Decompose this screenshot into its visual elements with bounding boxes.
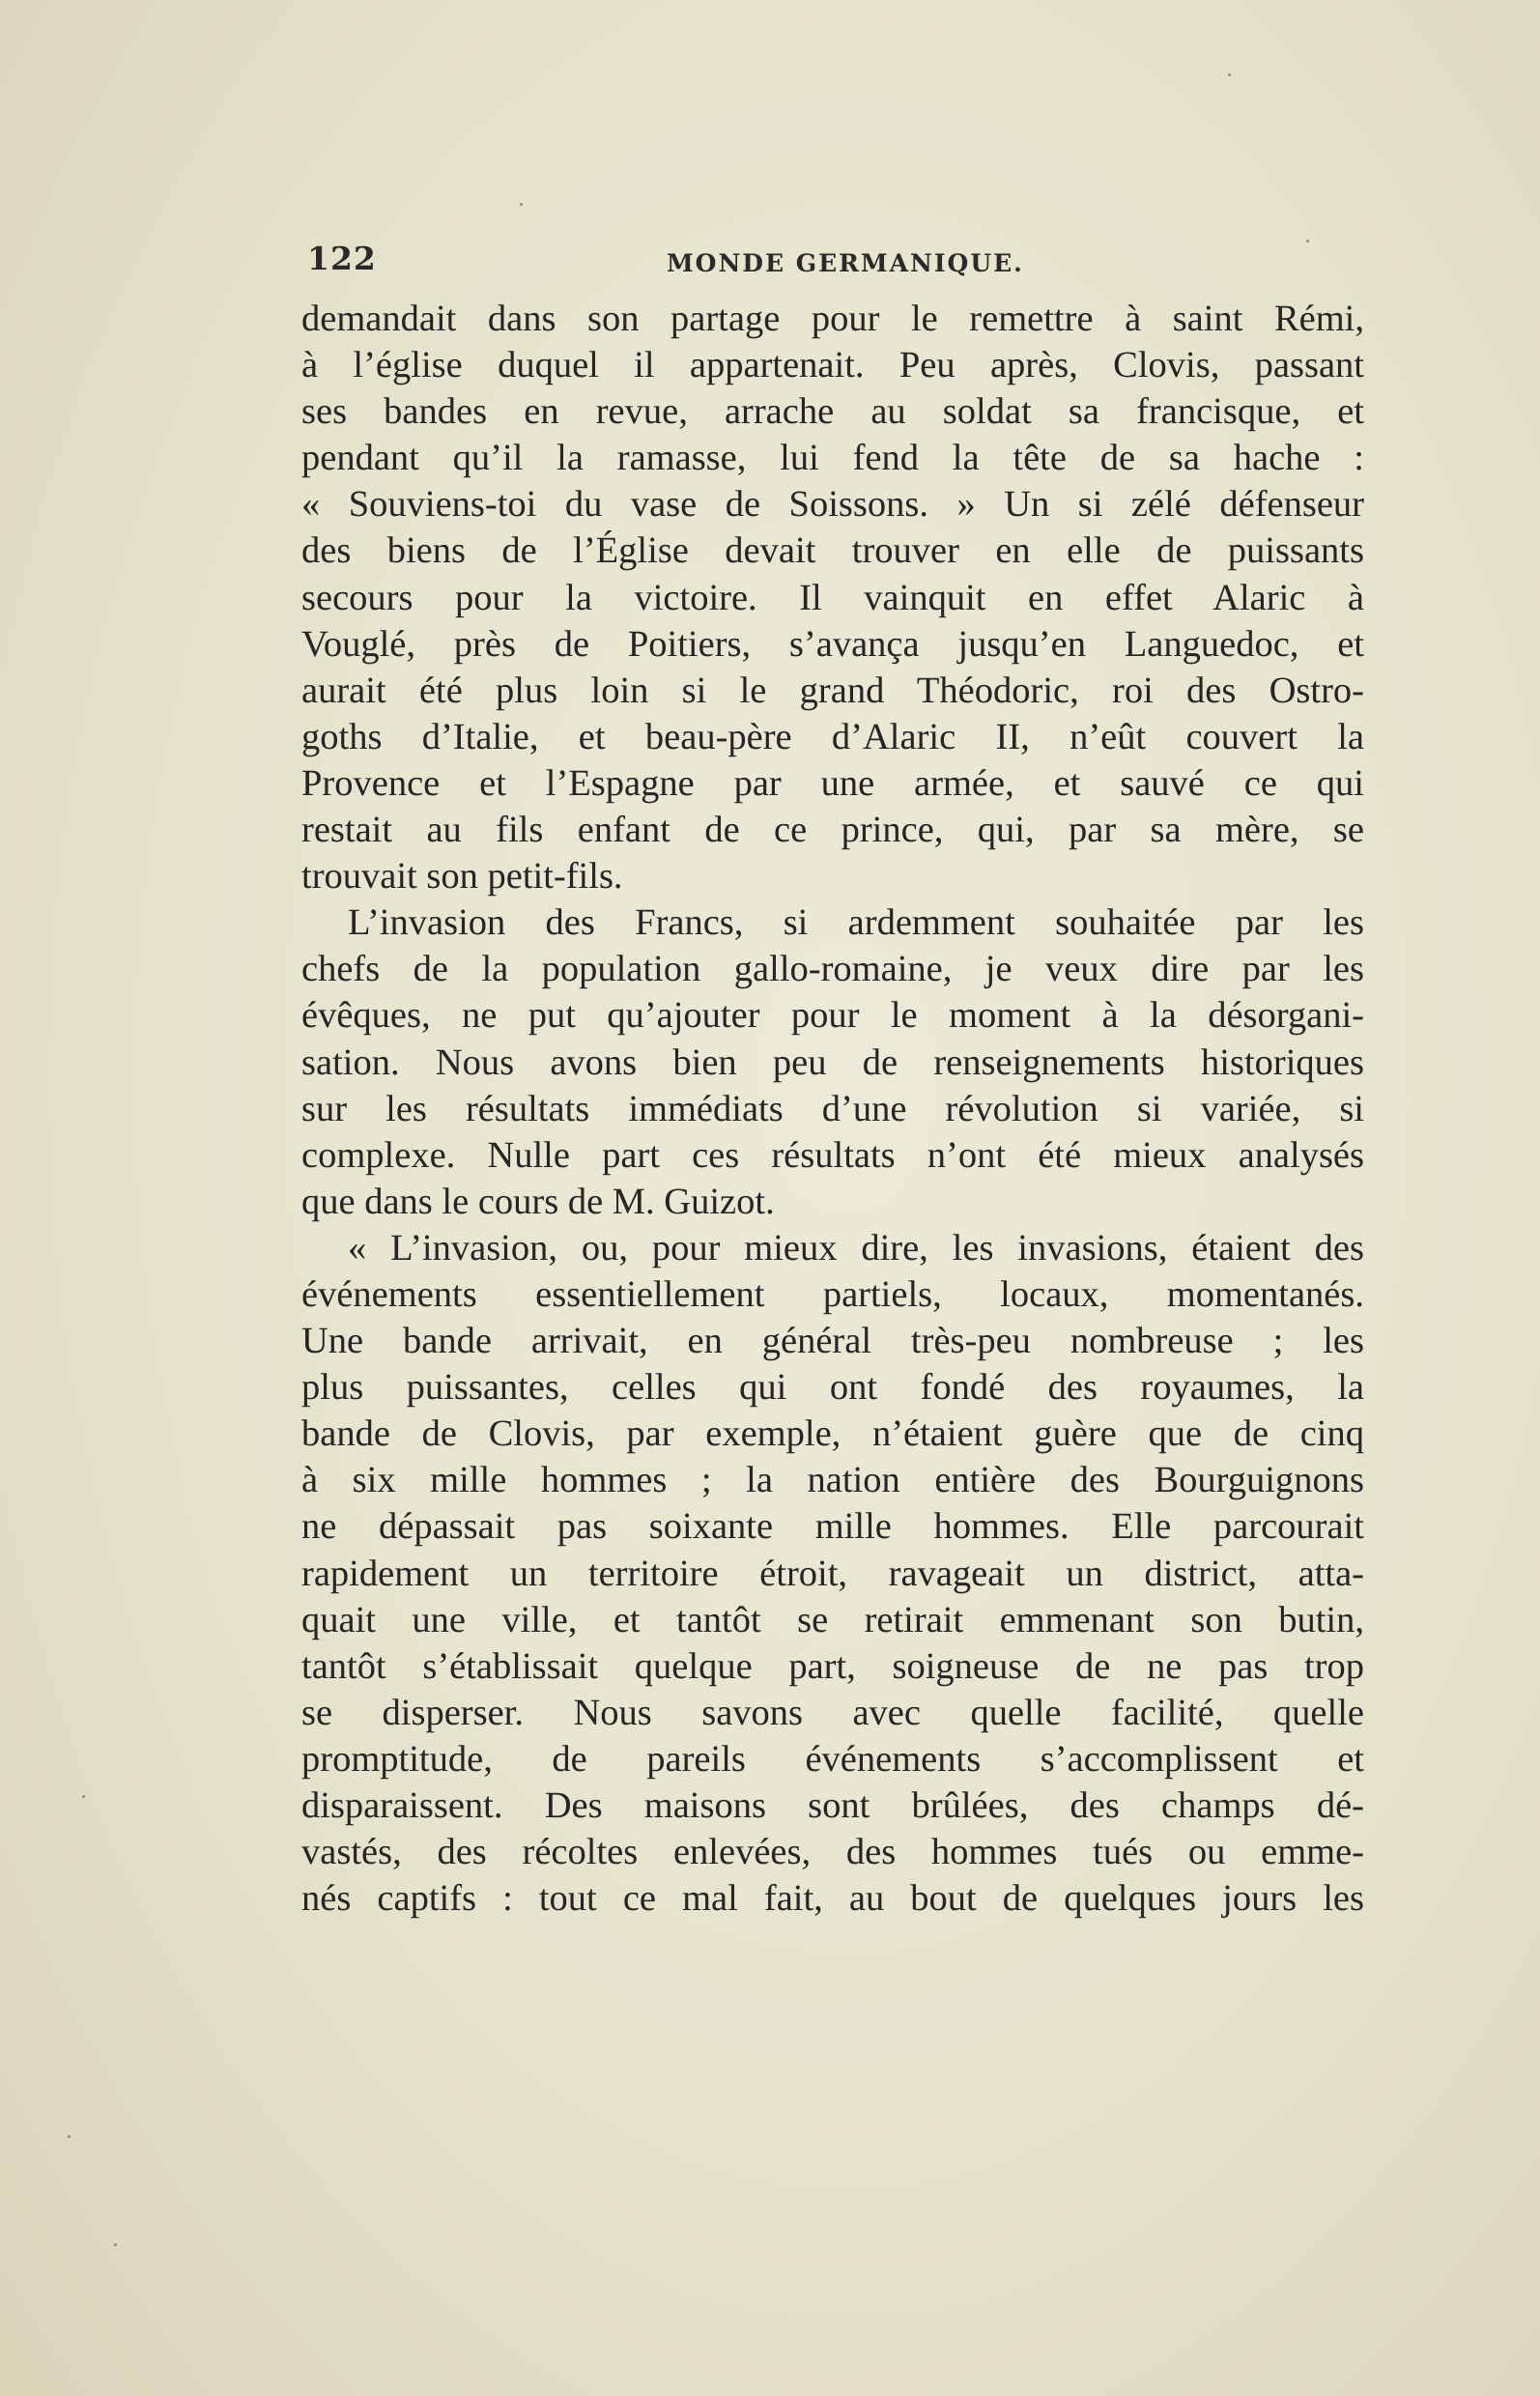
body-text [301, 296, 1364, 1922]
text-line: plus puissantes, celles qui ont fondé des royaumes, la [301, 1367, 1364, 1409]
text-line: restait au fils enfant de ce prince, qui, par sa mère, se [301, 810, 1364, 851]
text-line: secours pour la victoire. Il vainquit en effet Alaric à [301, 577, 1364, 618]
text-line: Provence et l’Espagne par une armée, et sauvé ce qui [301, 762, 1364, 804]
text-line: ne dépassait pas soixante mille hommes. Elle parcourait [301, 1506, 1364, 1548]
text-line: se disperser. Nous savons avec quelle facilité, quelle [301, 1692, 1364, 1733]
paper-speck [114, 2243, 117, 2246]
text-line: évêques, ne put qu’ajouter pour le moment à la désorgani- [301, 995, 1364, 1037]
paper-speck [82, 1795, 85, 1798]
text-line: trouvait son petit-fils. [301, 856, 623, 898]
text-line: « Souviens-toi du vase de Soissons. » Un si zélé défenseur [301, 484, 1364, 526]
text-line: promptitude, de pareils événements s’accomplissent et [301, 1738, 1364, 1780]
text-line: sur les résultats immédiats d’une révolution si variée, si [301, 1088, 1364, 1129]
text-line: à six mille hommes ; la nation entière des Bourguignons [301, 1460, 1364, 1501]
text-line: que dans le cours de M. Guizot. [301, 1181, 775, 1222]
text-line: Une bande arrivait, en général très-peu nombreuse ; les [301, 1321, 1364, 1362]
paper-speck [1306, 240, 1309, 242]
page-number: 122 [307, 240, 377, 277]
text-line: ses bandes en revue, arrache au soldat sa francisque, et [301, 391, 1364, 433]
text-line: vastés, des récoltes enlevées, des hommes tués ou emme- [301, 1832, 1364, 1873]
text-line: quait une ville, et tantôt se retirait emmenant son butin, [301, 1599, 1364, 1640]
text-line: disparaissent. Des maisons sont brûlées, des champs dé- [301, 1785, 1364, 1826]
text-line: « L’invasion, ou, pour mieux dire, les invasions, étaient des [348, 1227, 1364, 1269]
page-header [307, 240, 1365, 282]
running-head: MONDE GERMANIQUE. [667, 249, 1024, 277]
text-line: complexe. Nulle part ces résultats n’ont été mieux analysés [301, 1134, 1364, 1176]
paragraph-3 [301, 1225, 1364, 1922]
paragraph-1 [301, 296, 1364, 899]
text-line: bande de Clovis, par exemple, n’étaient guère que de cinq [301, 1413, 1364, 1455]
text-line: des biens de l’Église devait trouver en elle de puissants [301, 530, 1364, 572]
paper-speck [68, 2135, 71, 2138]
text-line: événements essentiellement partiels, locaux, momentanés. [301, 1273, 1364, 1315]
paper-speck [520, 203, 523, 206]
text-line: sation. Nous avons bien peu de renseignements historiques [301, 1041, 1364, 1083]
text-line: aurait été plus loin si le grand Théodoric, roi des Ostro- [301, 670, 1364, 711]
paper-speck [1228, 73, 1231, 76]
text-line: rapidement un territoire étroit, ravageait un district, atta- [301, 1553, 1364, 1594]
paragraph-2 [301, 899, 1364, 1225]
text-line: chefs de la population gallo-romaine, je veux dire par les [301, 949, 1364, 990]
text-line: L’invasion des Francs, si ardemment souhaitée par les [348, 902, 1364, 944]
text-line: nés captifs : tout ce mal fait, au bout de quelques jours les [301, 1878, 1364, 1920]
text-line: demandait dans son partage pour le remettre à saint Rémi, [301, 299, 1364, 339]
text-line: pendant qu’il la ramasse, lui fend la tête de sa hache : [301, 438, 1364, 479]
text-line: Vouglé, près de Poitiers, s’avança jusqu’en Languedoc, et [301, 623, 1364, 665]
text-line: tantôt s’établissait quelque part, soigneuse de ne pas trop [301, 1645, 1364, 1687]
text-line: à l’église duquel il appartenait. Peu après, Clovis, passant [301, 345, 1364, 386]
text-line: goths d’Italie, et beau-père d’Alaric II, n’eût couvert la [301, 716, 1364, 757]
